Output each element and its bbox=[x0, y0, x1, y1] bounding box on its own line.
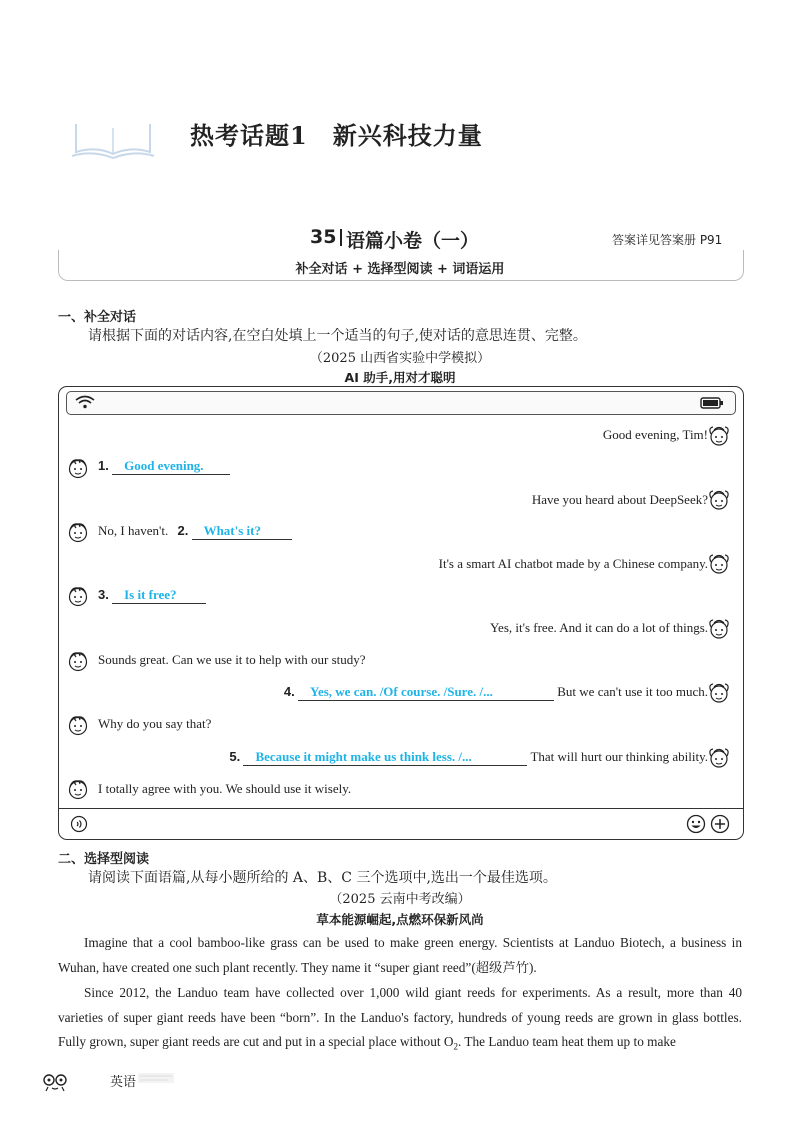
boy-avatar-icon bbox=[65, 584, 91, 608]
answer-blank[interactable] bbox=[192, 523, 292, 540]
dialogue-text: No, I haven't. bbox=[98, 523, 169, 538]
dialogue-line: It's a smart AI chatbot made by a Chinese company. bbox=[438, 556, 708, 571]
question-number: 4. bbox=[283, 684, 295, 699]
part1-instruction: 请根据下面的对话内容,在空白处填上一个适当的句子,使对话的意思连贯、完整。 bbox=[88, 328, 587, 344]
girl-avatar-icon bbox=[706, 746, 732, 770]
footer-subject: 英语 bbox=[110, 1075, 137, 1090]
topic-title: 热考话题1 新兴科技力量 bbox=[190, 121, 483, 150]
passage-text: . The Landuo team heat them up to make bbox=[457, 1034, 676, 1049]
emoji-icon[interactable] bbox=[686, 814, 706, 834]
passage-text: Since 2012, the Landuo team have collected over 1,000 wild giant reeds for experiments. As a result, more than 40 varieties of super giant reeds have been “born”. In the Landuo's factory, hundreds of young reeds are grown in glass bottles. Fully grown, super giant reeds are cut and put in a special place without O bbox=[58, 985, 742, 1049]
dialogue-line bbox=[98, 458, 230, 475]
phone-status-bar bbox=[66, 391, 736, 415]
dialogue-line: Sounds great. Can we use it to help with our study? bbox=[98, 652, 366, 667]
question-number: 1. bbox=[98, 458, 109, 473]
section-title: 语篇小卷（一） bbox=[346, 230, 480, 252]
footer-stamp-icon bbox=[138, 1073, 174, 1083]
question-number: 2. bbox=[177, 523, 189, 538]
answer-text: Is it free? bbox=[124, 587, 177, 602]
answer-text: Yes, we can. /Of course. /Sure. /... bbox=[310, 684, 493, 699]
section-number: 35 bbox=[310, 226, 337, 248]
passage-paragraph bbox=[58, 981, 742, 1059]
girl-avatar-icon bbox=[706, 488, 732, 512]
part2-instruction: 请阅读下面语篇,从每小题所给的 A、B、C 三个选项中,选出一个最佳选项。 bbox=[88, 870, 557, 886]
dialogue-text: That will hurt our thinking ability. bbox=[530, 749, 708, 764]
dialogue-text: But we can't use it too much. bbox=[557, 684, 708, 699]
answer-blank[interactable] bbox=[243, 749, 527, 766]
part2-source: （2025 云南中考改编） bbox=[329, 892, 471, 907]
wifi-icon bbox=[74, 395, 96, 409]
section-divider bbox=[340, 229, 342, 246]
dialogue-line bbox=[98, 523, 292, 540]
boy-avatar-icon bbox=[65, 649, 91, 673]
dialogue-title: AI 助手,用对才聪明 bbox=[344, 370, 456, 385]
part2-heading: 二、选择型阅读 bbox=[58, 852, 150, 867]
answer-text: Good evening. bbox=[124, 458, 204, 473]
answer-blank[interactable] bbox=[298, 684, 554, 701]
dialogue-line: Good evening, Tim! bbox=[602, 427, 708, 442]
answer-reference: 答案详见答案册 P91 bbox=[612, 233, 723, 247]
book-icon bbox=[70, 116, 156, 160]
girl-avatar-icon bbox=[706, 681, 732, 705]
girl-avatar-icon bbox=[706, 617, 732, 641]
answer-blank[interactable] bbox=[112, 458, 230, 475]
passage-paragraph: Imagine that a cool bamboo-like grass can be used to make green energy. Scientists at Landuo Biotech, a business in Wuhan, have created one such plant recently. They name it “super giant reed”(超级芦竹). bbox=[58, 935, 742, 975]
dialogue-line bbox=[284, 684, 708, 701]
question-number: 3. bbox=[98, 587, 109, 602]
answer-text: Because it might make us think less. /... bbox=[255, 749, 472, 764]
phone-frame bbox=[58, 386, 744, 840]
boy-avatar-icon bbox=[65, 777, 91, 801]
dialogue-line: Why do you say that? bbox=[98, 716, 212, 731]
subscript: 2 bbox=[453, 1041, 458, 1052]
dialogue-line bbox=[98, 587, 206, 604]
add-icon[interactable] bbox=[710, 814, 730, 834]
girl-avatar-icon bbox=[706, 424, 732, 448]
dialogue-line bbox=[229, 749, 708, 766]
boy-avatar-icon bbox=[65, 713, 91, 737]
boy-avatar-icon bbox=[65, 520, 91, 544]
dialogue-line: Yes, it's free. And it can do a lot of things. bbox=[489, 620, 708, 635]
mascot-logo-icon bbox=[42, 1072, 68, 1092]
answer-blank[interactable] bbox=[112, 587, 206, 604]
part1-heading: 一、补全对话 bbox=[58, 310, 137, 325]
boy-avatar-icon bbox=[65, 456, 91, 480]
dialogue-line: I totally agree with you. We should use it wisely. bbox=[98, 781, 352, 796]
section-subtitle: 补全对话 + 选择型阅读 + 词语运用 bbox=[295, 262, 505, 277]
answer-text: What's it? bbox=[203, 523, 261, 538]
girl-avatar-icon bbox=[706, 552, 732, 576]
battery-icon bbox=[700, 397, 724, 409]
voice-icon[interactable] bbox=[70, 815, 88, 833]
phone-input-divider bbox=[58, 808, 744, 809]
dialogue-line: Have you heard about DeepSeek? bbox=[531, 492, 708, 507]
question-number: 5. bbox=[229, 749, 241, 764]
part1-source: （2025 山西省实验中学模拟） bbox=[309, 351, 491, 366]
passage-title: 草本能源崛起,点燃环保新风尚 bbox=[316, 912, 484, 927]
